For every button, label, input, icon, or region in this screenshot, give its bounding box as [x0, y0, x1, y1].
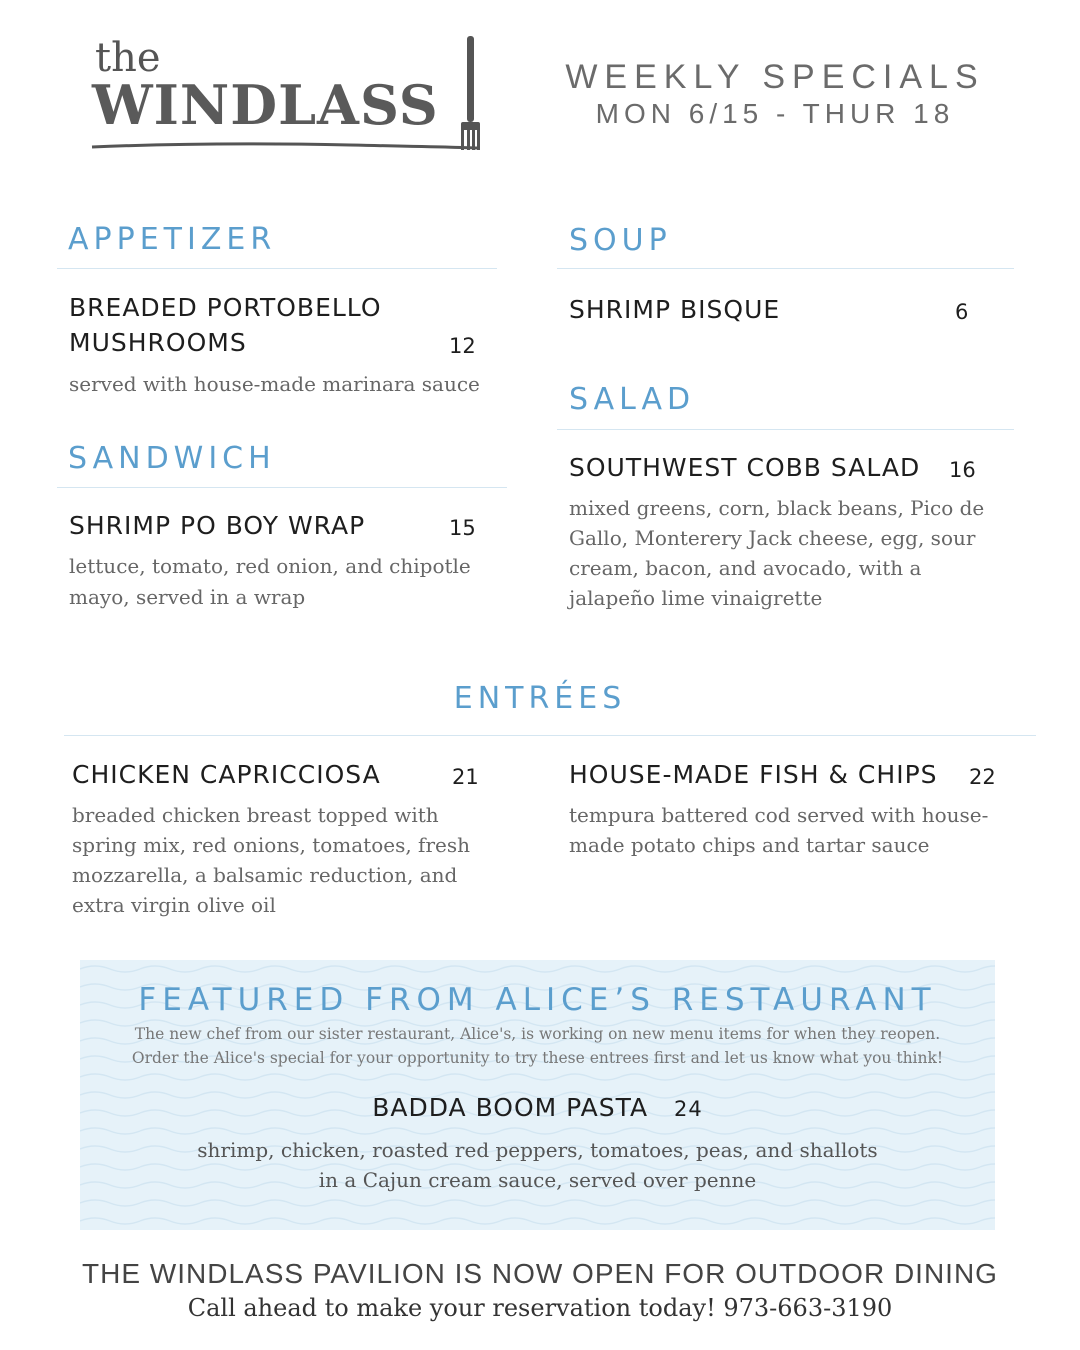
soup-divider — [557, 268, 1014, 269]
entree-2-name: HOUSE-MADE FISH & CHIPS — [569, 760, 938, 789]
salad-item-name: SOUTHWEST COBB SALAD — [569, 453, 921, 482]
salad-item-price: 16 — [949, 458, 976, 482]
featured-desc-line1: shrimp, chicken, roasted red peppers, tomatoes, peas, and shallots — [197, 1138, 878, 1162]
weekly-specials-title: WEEKLY SPECIALS — [565, 58, 985, 96]
salad-desc-line1: mixed greens, corn, black beans, Pico de — [569, 496, 985, 520]
entrees-divider — [64, 735, 1036, 736]
entree-1-desc-line4: extra virgin olive oil — [72, 893, 276, 917]
salad-desc-line2: Gallo, Monterery Jack cheese, egg, sour — [569, 526, 976, 550]
featured-dish-name: BADDA BOOM PASTA — [372, 1093, 649, 1122]
appetizer-item-name-line1: BREADED PORTOBELLO — [69, 293, 382, 322]
entree-2-price: 22 — [969, 765, 996, 789]
sandwich-item-price: 15 — [449, 516, 476, 540]
entree-1-desc-line2: spring mix, red onions, tomatoes, fresh — [72, 833, 470, 857]
soup-heading: SOUP — [569, 223, 672, 258]
salad-heading: SALAD — [569, 382, 696, 417]
featured-dish — [80, 1093, 995, 1122]
fork-logo-icon — [90, 30, 490, 160]
reservation-call-to-action: Call ahead to make your reservation today! 973-663-3190 — [187, 1294, 893, 1322]
sandwich-heading: SANDWICH — [68, 441, 276, 476]
entrees-heading: ENTRÉES — [453, 681, 627, 716]
appetizer-item-price: 12 — [449, 334, 476, 358]
salad-divider — [557, 429, 1014, 430]
sandwich-desc-line1: lettuce, tomato, red onion, and chipotle — [69, 554, 471, 578]
featured-heading: FEATURED FROM ALICE’S RESTAURANT — [138, 982, 937, 1018]
logo-name-text: WINDLASS — [92, 73, 439, 137]
featured-desc-line2: in a Cajun cream sauce, served over penne — [318, 1168, 757, 1192]
sandwich-item-name: SHRIMP PO BOY WRAP — [69, 511, 366, 540]
featured-dish-price: 24 — [674, 1097, 703, 1121]
entree-2-desc-line1: tempura battered cod served with house- — [569, 803, 989, 827]
logo-the-text: the — [95, 35, 161, 81]
appetizer-heading: APPETIZER — [68, 222, 277, 257]
entree-1-desc-line3: mozzarella, a balsamic reduction, and — [72, 863, 458, 887]
featured-note-line1: The new chef from our sister restaurant, Alice's, is working on new menu items for when they reopen. — [134, 1025, 941, 1043]
appetizer-item-description: served with house-made marinara sauce — [69, 372, 480, 396]
sandwich-desc-line2: mayo, served in a wrap — [69, 585, 306, 609]
entree-1-desc-line1: breaded chicken breast topped with — [72, 803, 439, 827]
featured-note-line2: Order the Alice's special for your opportunity to try these entrees first and let us know what you think! — [131, 1049, 944, 1067]
sandwich-divider — [57, 487, 507, 488]
soup-item-price: 6 — [955, 300, 969, 324]
salad-desc-line3: cream, bacon, and avocado, with a — [569, 556, 922, 580]
appetizer-divider — [57, 268, 497, 269]
appetizer-item-name-line2: MUSHROOMS — [69, 328, 247, 357]
entree-1-name: CHICKEN CAPRICCIOSA — [72, 760, 381, 789]
entree-1-price: 21 — [452, 765, 479, 789]
pavilion-announcement: THE WINDLASS PAVILION IS NOW OPEN FOR OUTDOOR DINING — [82, 1258, 998, 1289]
entree-2-desc-line2: made potato chips and tartar sauce — [569, 833, 930, 857]
soup-item-name: SHRIMP BISQUE — [569, 295, 781, 324]
salad-desc-line4: jalapeño lime vinaigrette — [569, 586, 823, 610]
specials-date-range: MON 6/15 - THUR 18 — [595, 98, 955, 129]
